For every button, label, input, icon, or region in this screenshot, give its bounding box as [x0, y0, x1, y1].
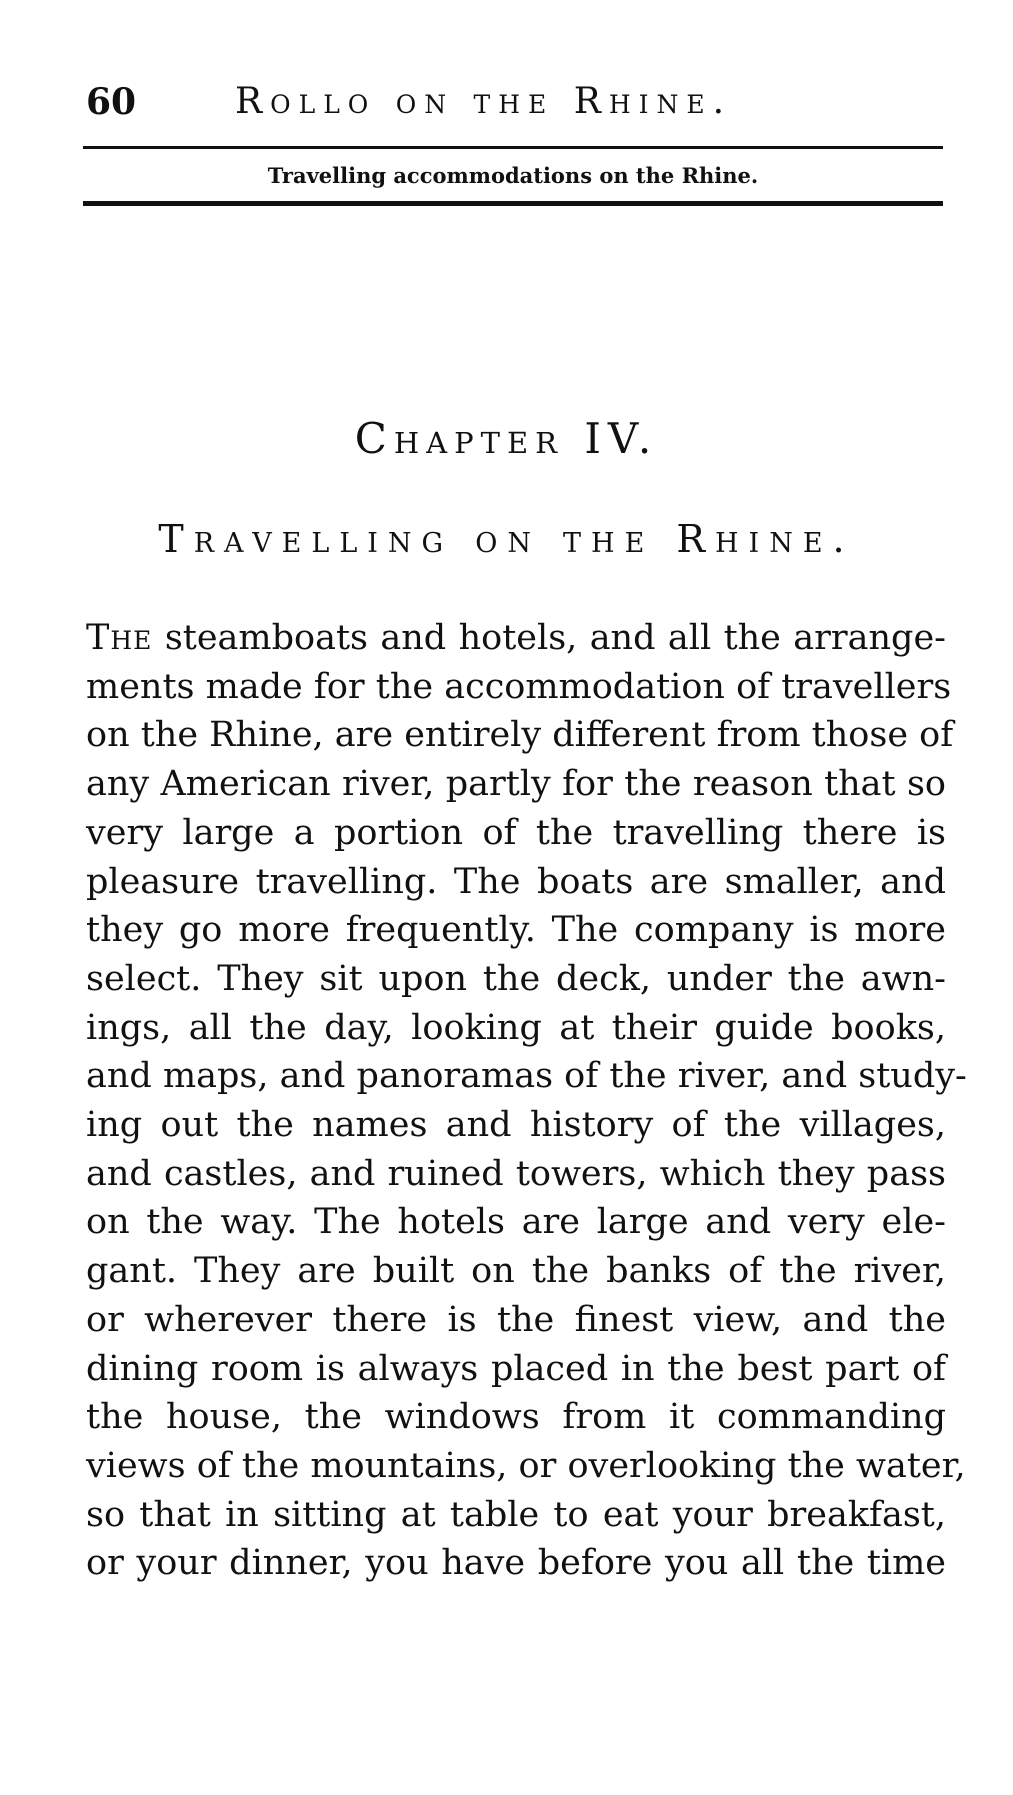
text-line: select. They sit upon the deck, under the awn- [86, 958, 946, 999]
text-line: on the way. The hotels are large and very ele- [86, 1202, 946, 1243]
text-line: the house, the windows from it commanding [86, 1397, 946, 1438]
text-line: ings, all the day, looking at their guide books, [86, 1007, 946, 1048]
page-subhead: Travelling accommodations on the Rhine. [267, 163, 759, 188]
text-line [86, 614, 946, 663]
page-number: 60 [86, 81, 137, 123]
text-line: very large a portion of the travelling there is [86, 812, 946, 853]
text-line: or your dinner, you have before you all the time [86, 1543, 946, 1584]
header-top-rule [83, 146, 943, 149]
text-line: any American river, partly for the reason that so [86, 764, 946, 805]
text-line: views of the mountains, or overlooking the water, [86, 1445, 966, 1486]
running-title: Rollo on the Rhine. [235, 81, 733, 122]
header-bottom-rule [83, 201, 943, 206]
text-line: so that in sitting at table to eat your breakfast, [86, 1494, 946, 1535]
text-line: ments made for the accommodation of travellers [86, 666, 952, 707]
text-line-content: steamboats and hotels, and all the arrange- [152, 618, 946, 658]
text-line: ing out the names and history of the villages, [86, 1105, 946, 1146]
chapter-subtitle: Travelling on the Rhine. [158, 517, 855, 561]
text-line: and maps, and panoramas of the river, and study- [86, 1056, 967, 1097]
text-line: they go more frequently. The company is more [86, 910, 946, 951]
body-paragraph [86, 614, 967, 1588]
lead-word: The [86, 618, 153, 658]
text-line: gant. They are built on the banks of the river, [86, 1251, 946, 1292]
text-line: and castles, and ruined towers, which they pass [86, 1153, 946, 1194]
text-line: pleasure travelling. The boats are smaller, and [86, 861, 946, 902]
text-line: on the Rhine, are entirely different from those of [86, 715, 954, 756]
text-line: dining room is always placed in the best part of [86, 1348, 946, 1389]
chapter-title: Chapter IV. [354, 414, 659, 463]
text-line: or wherever there is the finest view, and the [86, 1299, 946, 1340]
